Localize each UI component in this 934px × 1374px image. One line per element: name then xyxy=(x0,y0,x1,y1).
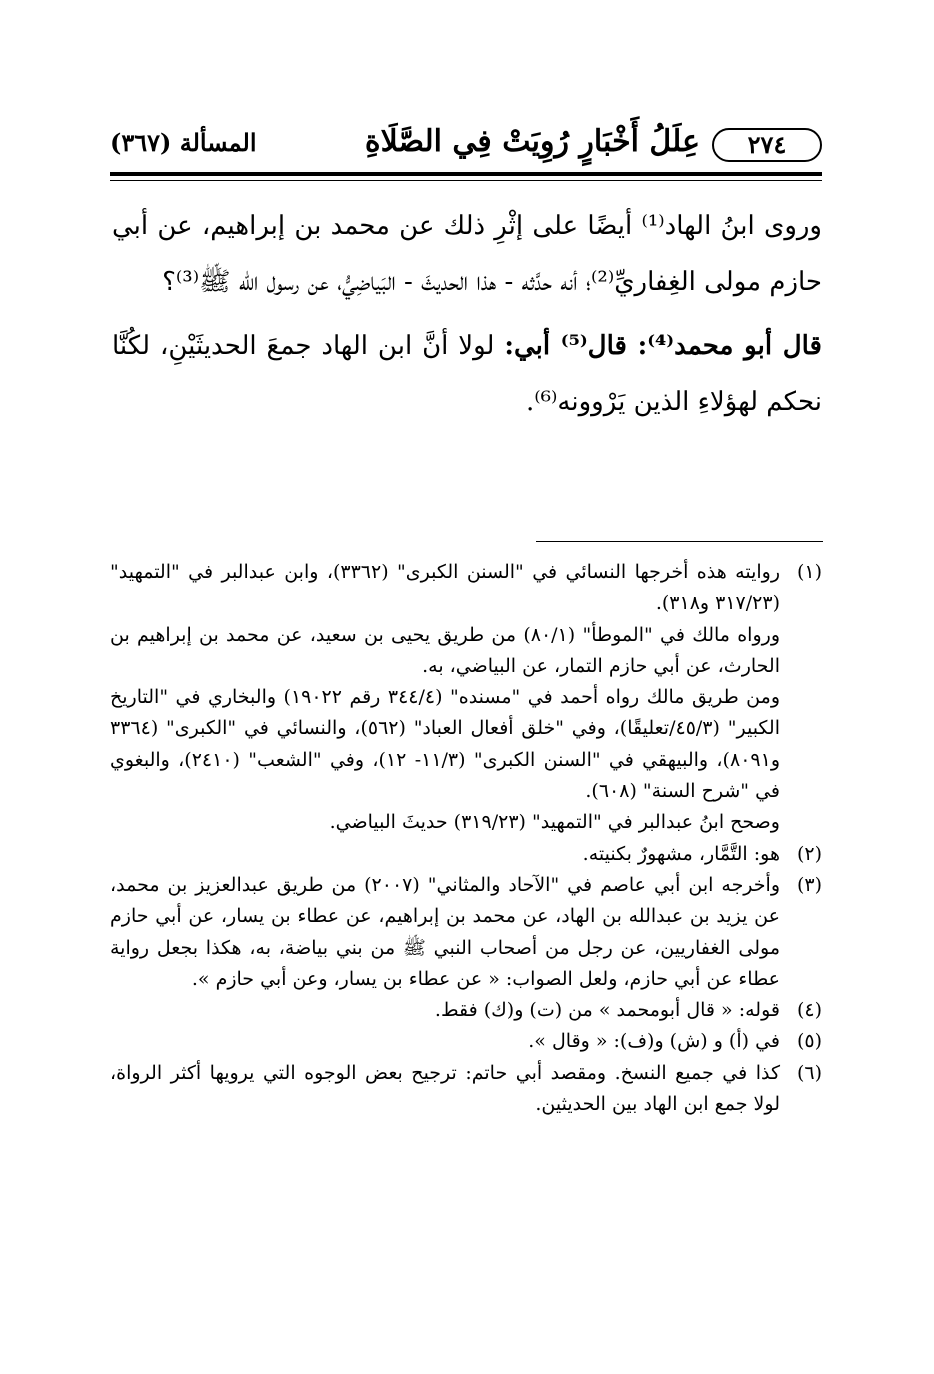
page-header xyxy=(110,120,822,170)
body-paragraph: وروى ابنُ الهاد⁽¹⁾ أيضًا على إثْرِ ذلك عن محمد بن إبراهيم، عن أبي حازم مولى الغِفاريِّ⁽²⁾؛ أنه حدَّثه - هذا الحديثَ - البَياضِيُّ، عن رسول الله ﷺ⁽³⁾؟ xyxy=(112,211,822,297)
footnote-number: (٤) xyxy=(796,999,822,1022)
paragraph-text: لولا أنَّ ابن الهاد جمعَ الحديثَيْنِ، لكُنَّا نحكم لهؤلاءِ الذين يَرْوونه⁽⁶⁾. xyxy=(112,331,822,417)
footnote-line: وصحح ابنُ عبدالبر في "التمهيد" (٣١٩/٢٣) حديثَ البياضي. xyxy=(329,811,780,834)
footnote-text xyxy=(110,870,780,995)
footnote-text xyxy=(110,839,780,870)
footnote-number: (٢) xyxy=(796,842,822,865)
issue-label: المسألة (٣٦٧) xyxy=(110,128,257,157)
header-rule-thick xyxy=(110,172,822,176)
footnote-line: في (أ) و (ش) و(ف): « وقال ». xyxy=(528,1030,780,1053)
book-title: عِلَلُ أَخْبَارٍ رُوِيَتْ فِي الصَّلَاةِ xyxy=(364,124,700,159)
footnote-number: (١) xyxy=(796,561,822,583)
footnote-text xyxy=(110,995,780,1026)
footnote xyxy=(110,557,822,839)
main-text xyxy=(112,198,822,430)
footnote-number: (٣) xyxy=(796,873,822,896)
footnote-separator xyxy=(536,541,823,542)
body-paragraph xyxy=(112,318,822,430)
header-rule-thin xyxy=(110,180,822,181)
footnote-number: (٥) xyxy=(796,1030,822,1053)
footnote-line: ورواه مالك في "الموطأ" (٨٠/١) من طريق يحيى بن سعيد، عن محمد بن إبراهيم بن الحارث، عن أبي حازم التمار، عن البياضي، به. xyxy=(110,623,780,677)
footnote xyxy=(110,839,822,870)
footnote xyxy=(110,1058,822,1121)
footnote-text xyxy=(110,557,780,839)
footnotes xyxy=(110,557,822,1120)
page-number: ٢٧٤ xyxy=(712,128,822,162)
footnote xyxy=(110,1026,822,1057)
footnote-number: (٦) xyxy=(796,1061,822,1084)
footnote-text xyxy=(110,1026,780,1057)
footnote-line: روايته هذه أخرجها النسائي في "السنن الكبرى" (٣٣٦٢)، وابن عبدالبر في "التمهيد" (٣١٧/٢٣ و٣١٨). xyxy=(110,561,780,615)
footnote-line: قوله: « قال أبومحمد » من (ت) و(ك) فقط. xyxy=(434,999,780,1022)
paragraph-lead: قال أبو محمد⁽⁴⁾: قال⁽⁵⁾ أبي: xyxy=(504,331,822,361)
footnote-line: وأخرجه ابن أبي عاصم في "الآحاد والمثاني" (٢٠٠٧) من طريق عبدالعزيز بن محمد، عن يزيد بن عبدالله بن الهاد، عن محمد بن إبراهيم، عن عطاء بن يسار، عن أبي حازم مولى الغفاريين، عن رجل من أصحاب النبي ﷺ من بني بياضة، به، هكذا بجعل رواية عطاء عن أبي حازم، ولعل الصواب: « عن عطاء بن يسار، وعن أبي حازم ». xyxy=(110,873,780,990)
footnote-line: ومن طريق مالك رواه أحمد في "مسنده" (٣٤٤/٤ رقم ١٩٠٢٢) والبخاري في "التاريخ الكبير" (٤٥/٣/تعليقًا)، وفي "خلق أفعال العباد" (٥٦٢)، والنسائي في "الكبرى" (٣٣٦٤ و٨٠٩١)، والبيهقي في "السنن الكبرى" (١١/٣- ١٢)، وفي "الشعب" (٢٤١٠)، والبغوي في "شرح السنة" (٦٠٨). xyxy=(110,686,781,803)
footnote xyxy=(110,995,822,1026)
footnote xyxy=(110,870,822,995)
footnote-line: كذا في جميع النسخ. ومقصد أبي حاتم: ترجيح بعض الوجوه التي يرويها أكثر الرواة، لولا جمع ابن الهاد بين الحديثين. xyxy=(110,1061,780,1116)
footnote-line: هو: التَّمَّار، مشهورٌ بكنيته. xyxy=(582,842,780,865)
footnote-text xyxy=(110,1058,780,1121)
